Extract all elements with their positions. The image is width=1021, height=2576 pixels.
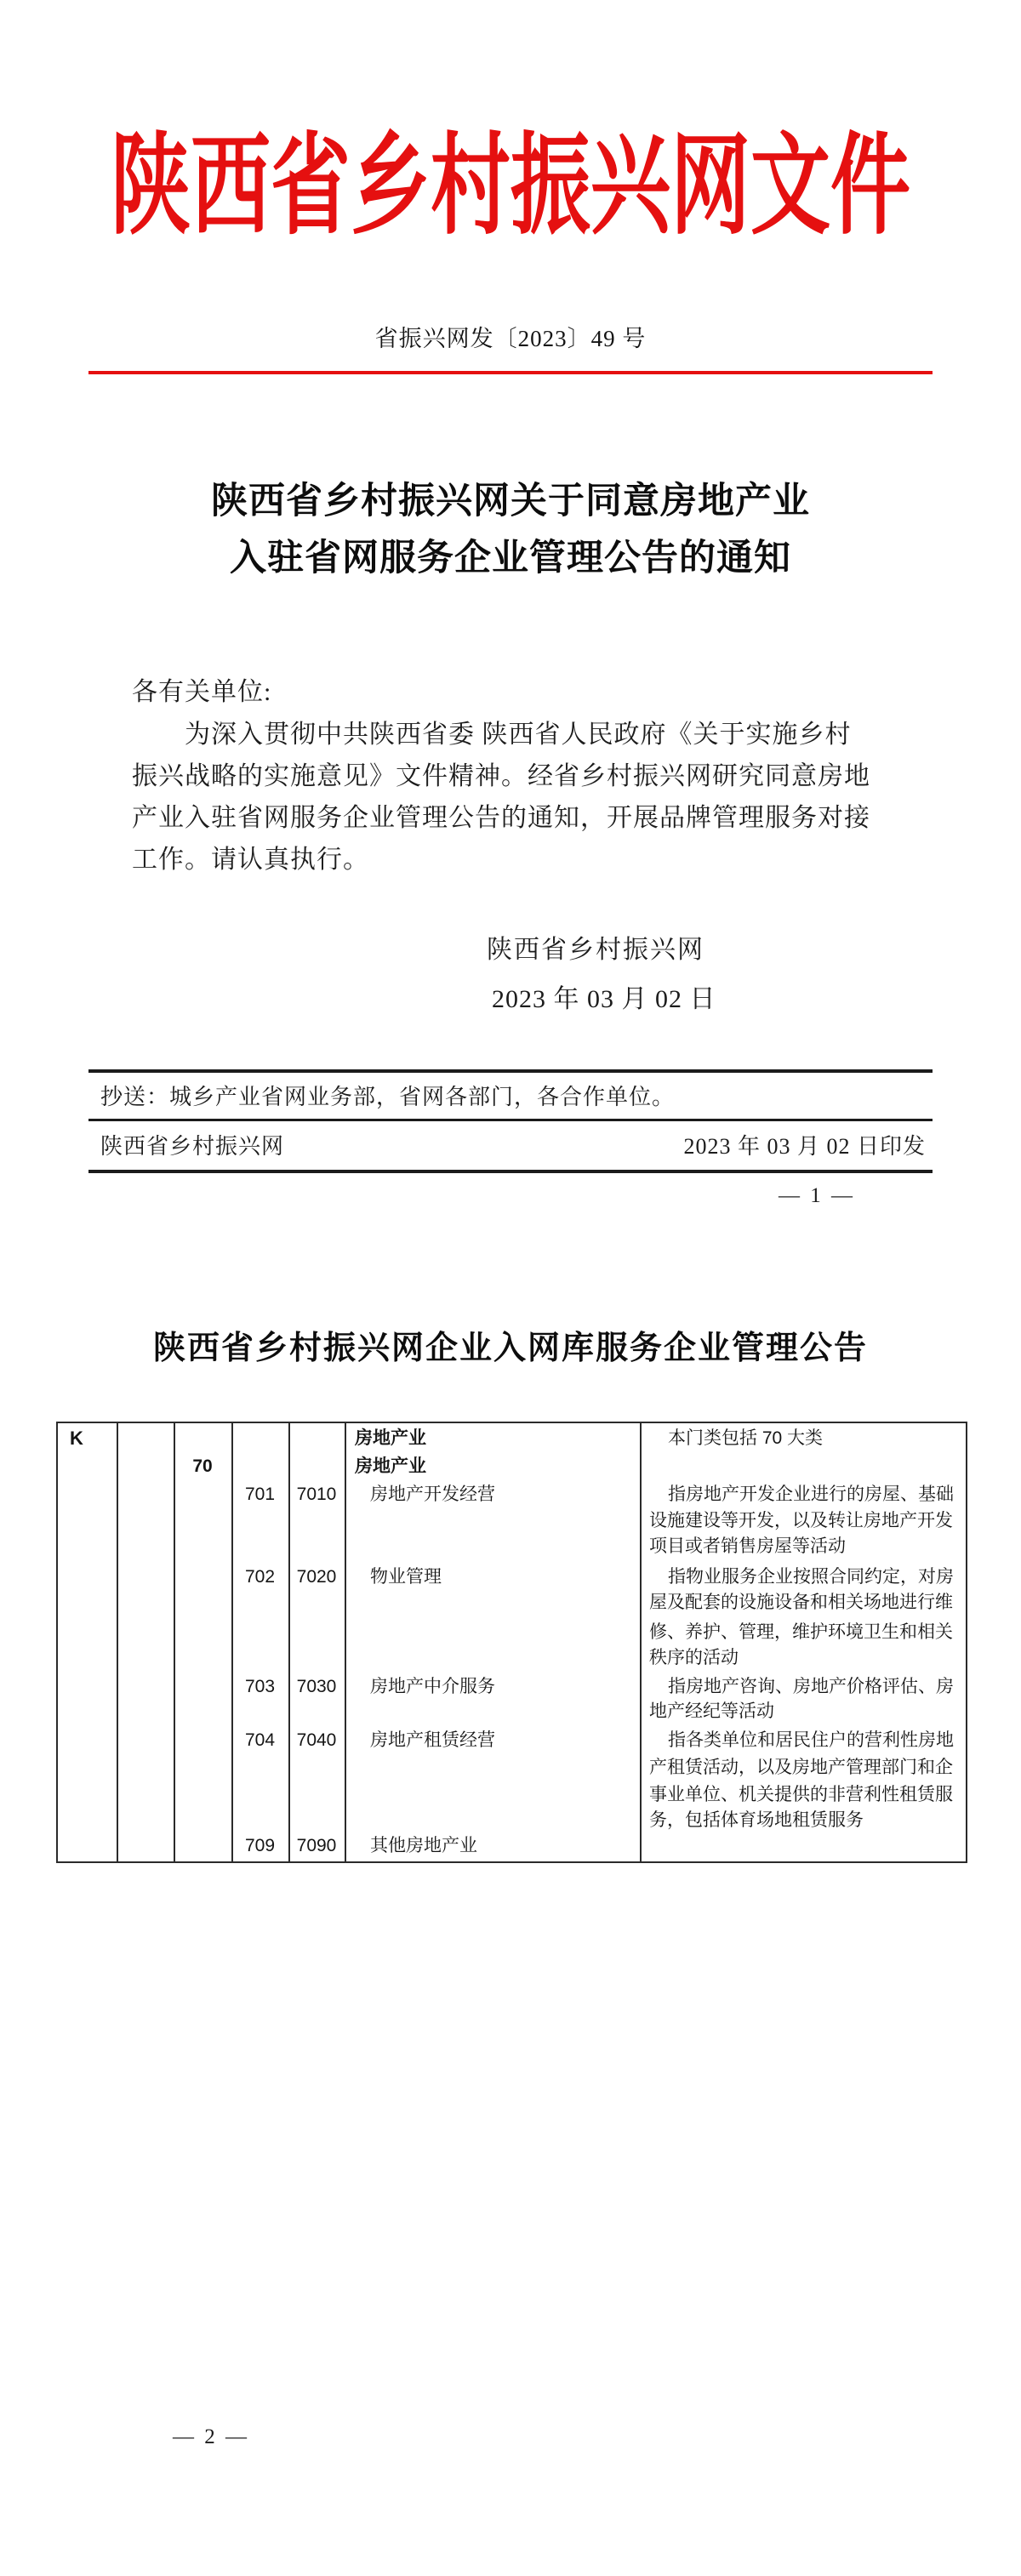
cell-category-name: 房地产开发经营 xyxy=(370,1485,495,1504)
cell-subclass-code: 7040 xyxy=(296,1730,337,1750)
body-line: 振兴战略的实施意见》文件精神。经省乡村振兴网研究同意房地 xyxy=(132,762,870,790)
cell-group-code: 702 xyxy=(244,1567,276,1587)
signature-organization: 陕西省乡村振兴网 xyxy=(487,936,704,964)
notice-title-line2: 入驻省网服务企业管理公告的通知 xyxy=(230,539,791,578)
issuing-organization: 陕西省乡村振兴网 xyxy=(100,1134,285,1159)
salutation: 各有关单位: xyxy=(132,678,272,706)
cell-category-name: 物业管理 xyxy=(370,1567,442,1587)
body-line: 为深入贯彻中共陕西省委 陕西省人民政府《关于实施乡村 xyxy=(185,721,852,749)
cell-description: 设施建设等开发，以及转让房地产开发 xyxy=(649,1511,953,1530)
cell-description: 务，包括体育场地租赁服务 xyxy=(649,1810,864,1830)
cell-class-code: 70 xyxy=(192,1456,213,1476)
cell-section-code: K xyxy=(70,1428,83,1449)
body-line: 产业入驻省网服务企业管理公告的通知，开展品牌管理服务对接 xyxy=(132,804,870,832)
body-line: 工作。请认真执行。 xyxy=(132,846,369,874)
cell-description: 产租赁活动，以及房地产管理部门和企 xyxy=(649,1758,953,1777)
cell-category-name: 房地产租赁经营 xyxy=(370,1730,495,1750)
cell-description: 本门类包括 70 大类 xyxy=(668,1428,824,1448)
page-number-2: — 2 — xyxy=(173,2425,249,2448)
table-row xyxy=(58,1621,966,1644)
cell-group-code: 703 xyxy=(244,1677,276,1696)
announcement-title: 陕西省乡村振兴网企业入网库服务企业管理公告 xyxy=(152,1331,868,1366)
footer-rule-bottom xyxy=(88,1170,933,1173)
cell-group-code: 701 xyxy=(244,1485,276,1504)
cell-category-name: 其他房地产业 xyxy=(370,1836,477,1855)
table-row xyxy=(58,1592,966,1614)
signature-date: 2023 年 03 月 02 日 xyxy=(492,985,716,1013)
cell-group-code: 709 xyxy=(244,1836,276,1855)
table-row xyxy=(58,1566,966,1588)
table-row xyxy=(58,1835,966,1857)
cell-description: 秩序的活动 xyxy=(649,1648,739,1667)
cell-category-name: 房地产业 xyxy=(355,1428,426,1448)
table-row xyxy=(58,1456,966,1478)
cell-description: 事业单位、机关提供的非营利性租赁服 xyxy=(649,1785,953,1804)
document-number: 省振兴网发〔2023〕49 号 xyxy=(374,326,647,351)
cell-description: 项目或者销售房屋等活动 xyxy=(649,1536,846,1556)
cell-subclass-code: 7010 xyxy=(296,1485,337,1504)
cell-subclass-code: 7020 xyxy=(296,1567,337,1587)
footer-rule-top xyxy=(88,1069,933,1073)
cell-description: 屋及配套的设施设备和相关场地进行维 xyxy=(649,1593,953,1612)
cell-category-name: 房地产中介服务 xyxy=(370,1677,495,1696)
cell-category-name: 房地产业 xyxy=(355,1456,426,1476)
print-date: 2023 年 03 月 02 日印发 xyxy=(683,1134,926,1159)
cell-description: 修、养护、管理，维护环境卫生和相关 xyxy=(649,1622,953,1642)
red-separator-line xyxy=(88,371,933,374)
cell-group-code: 704 xyxy=(244,1730,276,1750)
table-row xyxy=(58,1536,966,1558)
notice-title-line1: 陕西省乡村振兴网关于同意房地产业 xyxy=(211,482,810,521)
cell-description: 指房地产咨询、房地产价格评估、房 xyxy=(668,1677,954,1696)
footer-rule-middle xyxy=(88,1119,933,1121)
cell-description: 地产经纪等活动 xyxy=(649,1701,774,1721)
table-row xyxy=(58,1784,966,1806)
table-row xyxy=(58,1730,966,1752)
cell-subclass-code: 7090 xyxy=(296,1836,337,1855)
page-number-1: — 1 — xyxy=(779,1184,855,1207)
table-row xyxy=(58,1647,966,1669)
cell-description: 指物业服务企业按照合同约定，对房 xyxy=(668,1567,954,1587)
cell-subclass-code: 7030 xyxy=(296,1677,337,1696)
table-row xyxy=(58,1757,966,1779)
notice-title xyxy=(0,473,1021,587)
cell-description: 指各类单位和居民住户的营利性房地 xyxy=(668,1730,954,1750)
table-row xyxy=(58,1428,966,1450)
table-row xyxy=(58,1676,966,1698)
table-row xyxy=(58,1701,966,1723)
table-row xyxy=(58,1510,966,1532)
table-row xyxy=(58,1484,966,1506)
red-masthead-title: 陕西省乡村振兴网文件 xyxy=(110,126,910,248)
cell-description: 指房地产开发企业进行的房屋、基础 xyxy=(668,1485,954,1504)
body-paragraph xyxy=(132,714,898,881)
industry-classification-table xyxy=(56,1422,967,1863)
table-row xyxy=(58,1809,966,1832)
cc-recipients-line: 抄送：城乡产业省网业务部，省网各部门，各合作单位。 xyxy=(100,1085,676,1109)
